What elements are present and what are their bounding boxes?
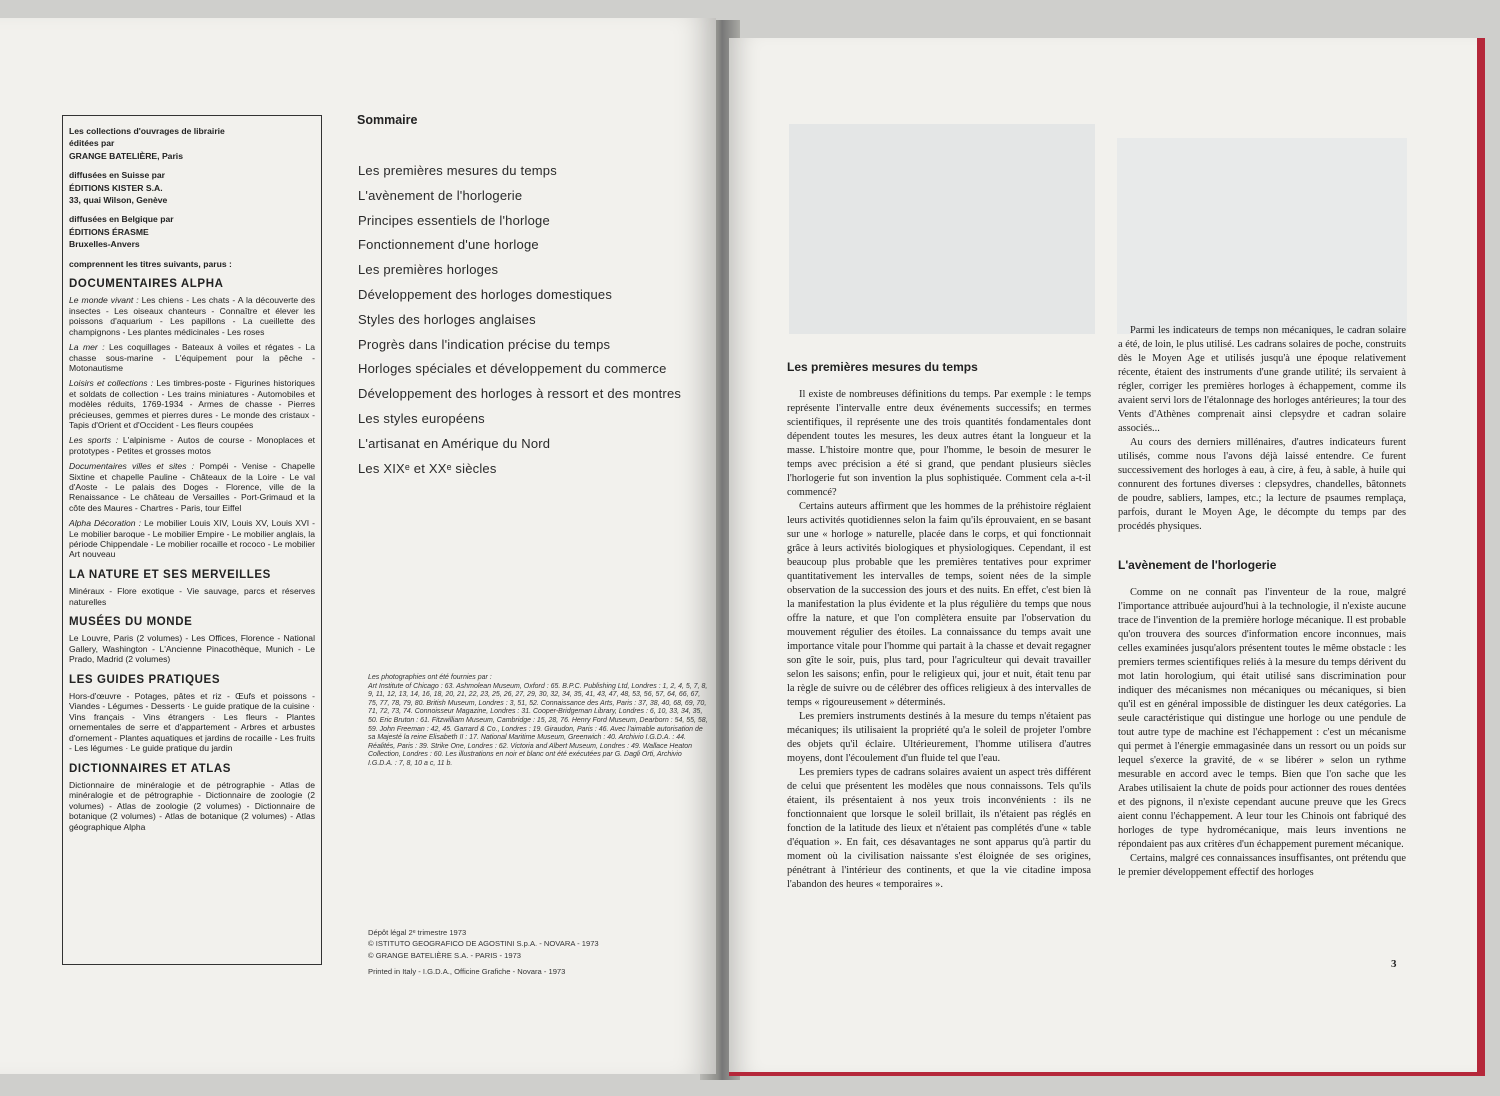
- intro-line: ÉDITIONS KISTER S.A.: [69, 182, 163, 193]
- collection-entry: [69, 378, 315, 430]
- intro-line: diffusées en Suisse par: [69, 170, 165, 181]
- body-paragraph: Comme on ne connaît pas l'inventeur de la roue, malgré l'importance attribuée aujourd'hui à la technologie, il n'existe aucune trace de l'invention de la première horloge mécanique. Il est probable qu'on trouvera des sources d'information encore inconnues, mais celles examinées jusqu'alors présentent toutes le même obstacle : les premiers termes scientifiques reliés à la mesure du temps dérivent du mot latin horologium, qui était utilisé sans discrimination pour indiquer des mécanismes non mécaniques ou mécaniques, si bien qu'il est en général impossible de distinguer les deux catégories. La seule caractéristique qui distingue une horloge ou une pendule de tout autre type de machine est l'échappement : c'est un mécanisme qui permet à l'énergie emmagasinée dans un ressort ou un poids sur lequel s'exerce la gravité, de « se libérer » selon un rythme mesurable en accord avec le temps. Bien que l'on sache que les Arabes utilisaient la chute de poids pour actionner des roues dentées et des pignons, il n'existe cependant aucune preuve que les Grecs aient connu l'échappement. A leur tour les Chinois ont fabriqué des horloges de type hydromécanique, mais leurs inventions ne répondaient pas aux critères d'un échappement purement mécanique.: [1118, 587, 1406, 850]
- legal-line: Printed in Italy - I.G.D.A., Officine Grafiche - Novara - 1973: [368, 967, 566, 977]
- collections-box: [62, 115, 322, 965]
- sommaire-item: Développement des horloges à ressort et des montres: [358, 386, 682, 402]
- collection-titles: Hors-d'œuvre - Potages, pâtes et riz - Œufs et poissons - Viandes - Légumes - Desserts · Le guide pratique de la cuisine · Vins français - Vins étrangers · Les fleurs - Plantes ornementales de serre et d'appartement - Arbres et arbustes d'ornement - Plantes aquatiques et jardins de rocaille - Les fruits - Les légumes · Le guide pratique du jardin: [69, 691, 315, 754]
- legal-notice: [368, 928, 708, 979]
- body-paragraph: Parmi les indicateurs de temps non mécaniques, le cadran solaire a été, de loin, le plus utilisé. Les cadrans solaires de poche, construits dès le Moyen Age et utilisés jusqu'à une époque relativement récente, étaient des instruments d'une grande utilité; ils servaient à régler, corriger les premières horloges à échappement, comme ils avaient servi lors de l'étalonnage des horloges antérieures; la tour des Vents d'Athènes comprenait ainsi clepsydre et cadran solaire associés...: [1118, 325, 1406, 434]
- intro-line: [69, 207, 315, 214]
- collection-title: LES GUIDES PRATIQUES: [69, 673, 221, 686]
- collection-title: DICTIONNAIRES ET ATLAS: [69, 762, 232, 775]
- collection-entry: [69, 518, 315, 560]
- body-paragraph: Certains, malgré ces connaissances insuffisantes, ont prétendu que le premier développement effectif des horloges: [1118, 853, 1406, 878]
- show-through-image: [1117, 138, 1407, 334]
- legal-line: © ISTITUTO GEOGRAFICO DE AGOSTINI S.p.A. - NOVARA - 1973: [368, 939, 599, 949]
- sommaire-item: L'avènement de l'horlogerie: [358, 187, 523, 203]
- collection-entry: [69, 633, 315, 664]
- collection-entry: [69, 435, 315, 456]
- intro-line: Bruxelles-Anvers: [69, 239, 140, 250]
- sommaire-item: Fonctionnement d'une horloge: [358, 237, 539, 253]
- sommaire-item: Les premières horloges: [358, 262, 499, 278]
- page-number: 3: [1391, 958, 1397, 970]
- sommaire-item: Développement des horloges domestiques: [358, 286, 613, 302]
- intro-line: 33, quai Wilson, Genève: [69, 195, 168, 206]
- body-paragraph: Certains auteurs affirment que les hommes de la préhistoire réglaient leurs activités quotidiennes selon la faim qu'ils éprouvaient, en se basant sur une « horloge » naturelle, placée dans le corps, et qui fonctionnait grâce à leurs activités biologiques et physiologiques. Cependant, il est beaucoup plus probable que les premières tentatives pour exprimer quantitativement les intervalles de temps, soient nées de la simple observation de la succession des jours et des nuits. En effet, c'est bien là la manifestation la plus évidente et la plus régulière du temps que nous offre la nature, et que l'on complètera ensuite par l'observation du mouvement régulier des étoiles. La connaissance du temps avait une importance vitale pour l'homme qui partait à la chasse et devait regagner son gîte le soir, puis, plus tard, pour l'agriculteur qui devait travailler selon les saisons; enfin, pour le religieux qui, jour et nuit, était tenu par la règle de suivre ou de célébrer des offices religieux à des intervalles de temps « rigoureusement » déterminés.: [787, 501, 1091, 708]
- collection-subtitle: Documentaires villes et sites :: [69, 461, 195, 472]
- collection-subtitle: Alpha Décoration :: [69, 518, 142, 529]
- collection-entry: [69, 586, 315, 607]
- text-column-left: [787, 360, 1091, 892]
- sommaire-item: Les premières mesures du temps: [358, 163, 557, 178]
- intro-line: diffusées en Belgique par: [69, 214, 174, 225]
- intro-line: comprennent les titres suivants, parus :: [69, 258, 232, 269]
- collection-subtitle: Loisirs et collections :: [69, 378, 154, 389]
- show-through-image: [789, 124, 1095, 334]
- intro-line: GRANGE BATELIÈRE, Paris: [69, 150, 183, 161]
- collection-entry: [69, 461, 315, 513]
- sommaire-item: Styles des horloges anglaises: [358, 311, 536, 327]
- collection-subtitle: Le monde vivant :: [69, 295, 139, 306]
- sommaire-item: Progrès dans l'indication précise du temps: [358, 336, 611, 352]
- credits-text: Art Institute of Chicago : 63. Ashmolean Museum, Oxford : 65. B.P.C. Publishing Ltd, Londres : 1, 2, 4, 5, 7, 8, 9, 11, 12, 13, 14, 16, 18, 20, 21, 22, 23, 25, 26, 27, 29, 30, 32, 34, 35, 41, 43, 47, 48, 53, 56, 57, 64, 66, 67, 75, 77, 78, 79, 80. British Museum, Londres : 3, 51, 52. Connaissance des Arts, Paris : 37, 38, 40, 68, 69, 70, 71, 72, 73, 74. Connoisseur Magazine, Londres : 31. Cooper-Bridgeman Library, Londres : 6, 10, 33, 34, 35, 50. Eric Bruton : 61. Fitzwilliam Museum, Cambridge : 15, 28, 76. Henry Ford Museum, Dearborn : 54, 55, 58, 59. John Freeman : 42, 45. Garrard & Co., Londres : 19. Giraudon, Paris : 46. Avec l'aimable autorisation de sa Majesté la reine Elisabeth II : 17. National Maritime Museum, Greenwich : 40. Archivio I.G.D.A. : 44. Réalités, Paris : 39. Strike One, Londres : 62. Victoria and Albert Museum, Londres : 49. Wallace Heaton Collection, Londres : 60. Les illustrations en noir et blanc ont été exécutées par G. Dagli Orti, Archivio I.G.D.A. : 7, 8, 10 a c, 11 b.: [368, 682, 708, 767]
- body-paragraph: Au cours des derniers millénaires, d'autres indicateurs furent utilisés, comme nous l'avons déjà laissé entendre. Ce furent successivement des horloges à eau, à cire, à feu, à sable, à huile qui connurent des fortunes diverses : clepsydres, chandelles, bâtonnets de poudre, sabliers, lampes, etc.; la lecture de psaumes remplaça, parfois, durant le Moyen Age, le décompte du temps par des procédés physiques.: [1118, 437, 1406, 532]
- collections-sections: [69, 279, 315, 832]
- collections-intro: [69, 126, 315, 269]
- sommaire-item: Les XIXᵉ et XXᵉ siècles: [358, 460, 497, 476]
- section-heading: L'avènement de l'horlogerie: [1118, 558, 1277, 572]
- body-paragraph: Les premiers types de cadrans solaires avaient un aspect très différent de celui que présentent les modèles que nous connaissons. Tels qu'ils étaient, ils présentaient à nos yeux trois inconvénients : ils ne fonctionnaient que lorsque le soleil brillait, ils n'étaient pas réglés en fonction de la latitude des lieux et n'étaient pas complétés d'une « table d'équation ». En fait, ces désavantages ne sont apparus qu'à partir du moment où la civilisation naissante s'est éloignée de ses origines, pénétrant à l'intérieur des continents, et que la vie citadine imposa l'abandon des heures « temporaires ».: [787, 767, 1091, 890]
- intro-line: [69, 252, 315, 259]
- collection-titles: Les coquillages - Bateaux à voiles et régates - La chasse sous-marine - L'équipement pour la pêche - Motonautisme: [69, 342, 315, 373]
- sommaire-list: [358, 162, 716, 484]
- body-paragraph: Les premiers instruments destinés à la mesure du temps n'étaient pas mécaniques; ils utilisaient la propriété qu'a le soleil de projeter l'ombre des objets qu'il éclaire. Ultérieurement, l'homme utilisera d'autres moyens, dont l'écoulement d'un fluide tel que l'eau.: [787, 711, 1091, 764]
- sommaire-item: Les styles européens: [358, 410, 485, 426]
- collection-entry: [69, 780, 315, 832]
- intro-line: [69, 163, 315, 170]
- body-paragraph: Il existe de nombreuses définitions du temps. Par exemple : le temps représente l'intervalle entre deux événements successifs; en termes scientifiques, il représente une des trois quantités fondamentales dont dépendent toutes les mesures, les deux autres étant la longueur et la masse. L'histoire montre que, pour l'homme, le besoin de mesurer le temps avec précision a été si grand, que pendant plusieurs siècles l'horlogerie fut son invention la plus sophistiquée. Comment cela a-t-il commencé?: [787, 389, 1091, 498]
- legal-line: Dépôt légal 2ᵉ trimestre 1973: [368, 928, 467, 937]
- sommaire-item: Principes essentiels de l'horloge: [358, 212, 550, 228]
- intro-line: ÉDITIONS ÉRASME: [69, 226, 149, 237]
- collection-titles: Le mobilier Louis XIV, Louis XV, Louis XVI - Le mobilier baroque - Le mobilier Empire - Le mobilier anglais, la période Chippendale - Le mobilier rocaille et rococo - Le mobilier Art nouveau: [69, 518, 316, 560]
- intro-line: Les collections d'ouvrages de librairie: [69, 126, 225, 136]
- legal-line: © GRANGE BATELIÈRE S.A. - PARIS - 1973: [368, 950, 522, 960]
- credits-title: Les photographies ont été fournies par :: [368, 674, 492, 681]
- collection-subtitle: La mer :: [69, 342, 105, 353]
- left-page: [0, 18, 716, 1074]
- sommaire-item: L'artisanat en Amérique du Nord: [358, 435, 551, 451]
- legal-line: [368, 962, 708, 965]
- collection-titles: Le Louvre, Paris (2 volumes) - Les Offices, Florence - National Gallery, Washington - L'Ancienne Pinacothèque, Munich - Le Prado, Madrid (2 volumes): [69, 633, 315, 665]
- text-column-right: [1118, 324, 1406, 880]
- collection-entry: [69, 691, 315, 753]
- collection-titles: Les chiens - Les chats - A la découverte des insectes - Les oiseaux chanteurs - Connaître et élever les poissons d'aquarium - Les papillons - La cueillette des champignons - Les plantes médicinales - Les roses: [69, 295, 315, 337]
- collection-entry: [69, 342, 315, 373]
- right-page: [729, 38, 1485, 1076]
- collection-titles: Dictionnaire de minéralogie et de pétrographie - Atlas de minéralogie et de pétrographie - Dictionnaire de zoologie (2 volumes) - Atlas de zoologie (2 volumes) - Dictionnaire de botanique (2 volumes) - Atlas de botanique (2 volumes) - Atlas géographique Alpha: [69, 779, 315, 832]
- photo-credits: [368, 674, 708, 769]
- collection-titles: L'alpinisme - Autos de course - Monoplaces et prototypes - Petites et grosses motos: [69, 435, 315, 456]
- collection-titles: Minéraux - Flore exotique - Vie sauvage, parcs et réserves naturelles: [69, 586, 315, 607]
- collection-title: LA NATURE ET SES MERVEILLES: [69, 568, 271, 581]
- sommaire-title: Sommaire: [357, 113, 418, 127]
- section-heading: Les premières mesures du temps: [787, 360, 978, 374]
- collection-title: MUSÉES DU MONDE: [69, 616, 193, 629]
- intro-line: éditées par: [69, 138, 115, 149]
- sommaire-item: Horloges spéciales et développement du commerce: [358, 361, 667, 377]
- collection-titles: Les timbres-poste - Figurines historiques et soldats de collection - Les trains miniatures - Automobiles et modèles réduits, 1769-1934 - Armes de chasse - Pierres précieuses, gemmes et pierres dures - Le monde des cristaux - Tapis d'Orient et d'Occident - Les fleurs coupées: [69, 378, 315, 430]
- collection-titles: Pompéi - Venise - Chapelle Sixtine et chapelle Pauline - Châteaux de la Loire - Le val d'Aoste - Le palais des Doges - Florence, ville de la Renaissance - Le château de Versailles - Port-Grimaud et la côte des Maures - Chartres - Paris, tour Eiffel: [69, 461, 315, 513]
- collection-entry: [69, 295, 315, 337]
- collection-title: DOCUMENTAIRES ALPHA: [69, 278, 224, 291]
- collection-subtitle: Les sports :: [69, 435, 119, 446]
